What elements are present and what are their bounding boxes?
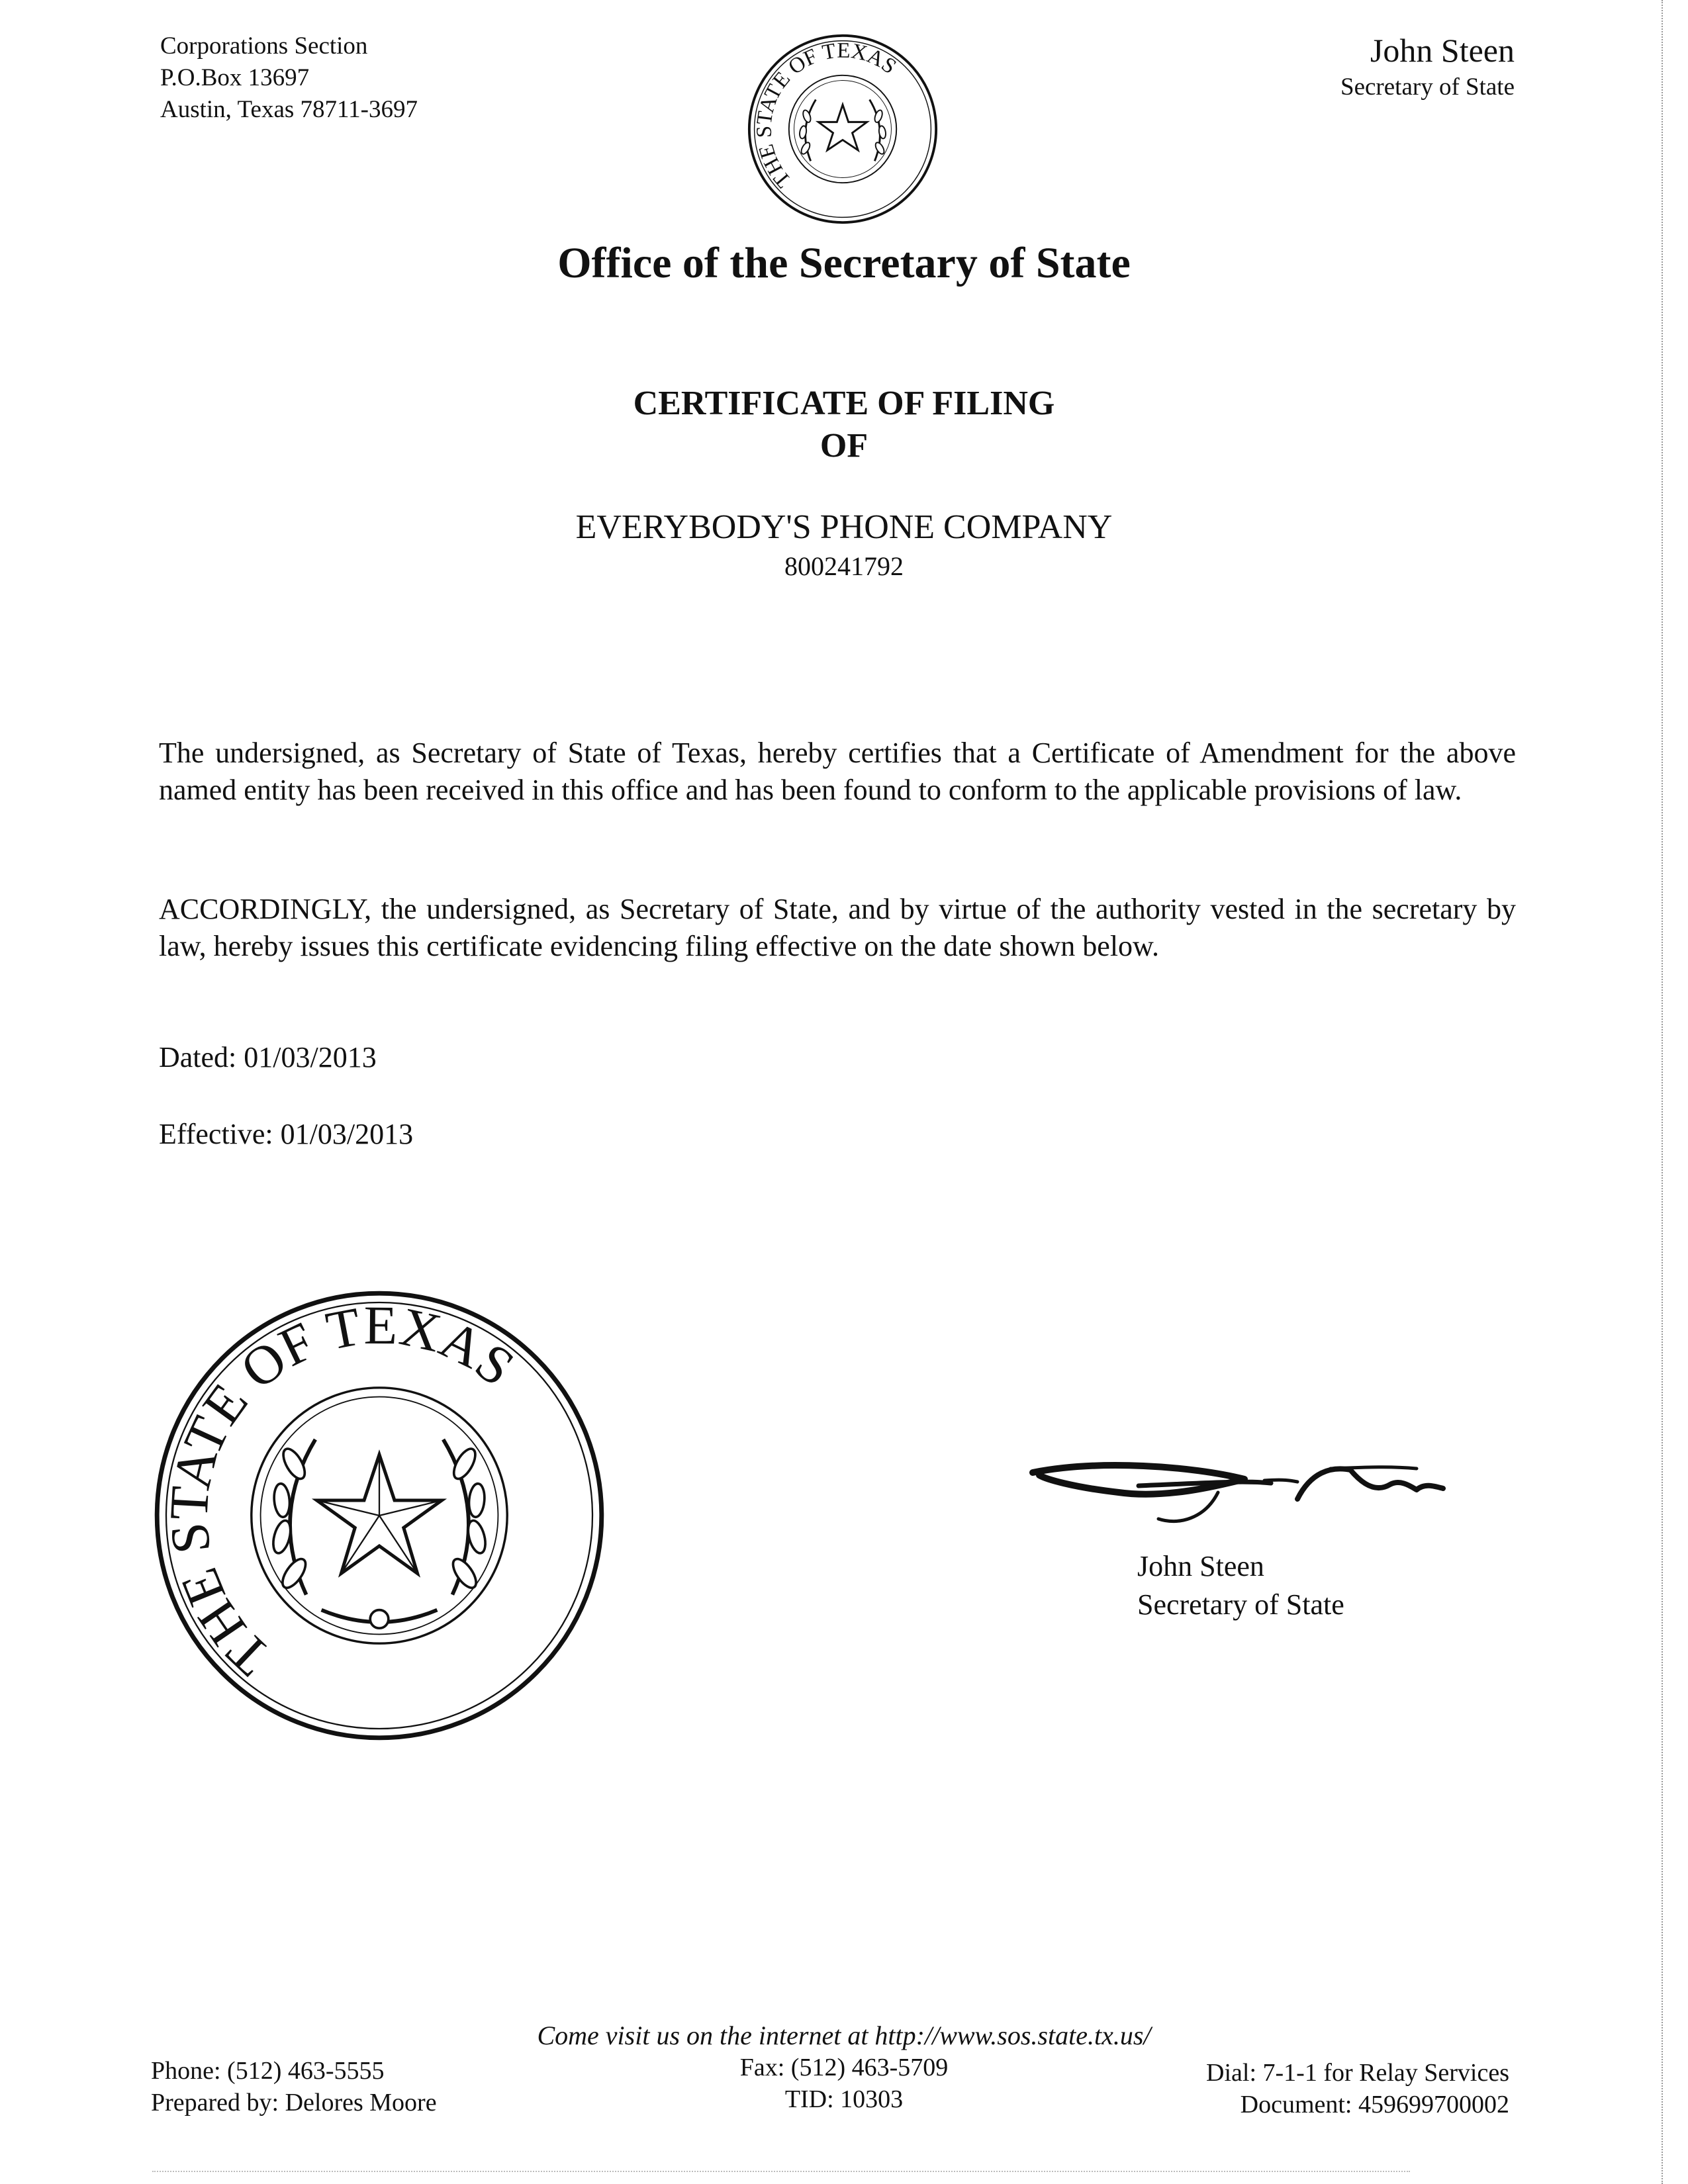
signature-icon [1019, 1446, 1483, 1539]
seal-text: THE STATE OF TEXAS [752, 38, 901, 192]
phone-number: Phone: (512) 463-5555 [151, 2057, 385, 2085]
prepared-by: Prepared by: Delores Moore [151, 2089, 437, 2116]
effective-line: Effective: 01/03/2013 [159, 1118, 414, 1150]
certificate-heading-line2: OF [820, 427, 868, 465]
footer-left [151, 2055, 437, 2118]
document-number: Document: 459699700002 [1240, 2091, 1509, 2118]
entity-block [0, 506, 1688, 584]
website-link[interactable]: Come visit us on the internet at http://www.sos.state.tx.us/ [537, 2021, 1151, 2050]
address-line: P.O.Box 13697 [160, 64, 310, 91]
certificate-heading-line1: CERTIFICATE OF FILING [633, 385, 1055, 422]
address-block [160, 30, 418, 126]
entity-name: EVERYBODY'S PHONE COMPANY [575, 508, 1113, 546]
signature-block [1137, 1547, 1344, 1624]
texas-seal-icon [747, 33, 939, 225]
accordingly-paragraph: ACCORDINGLY, the undersigned, as Secretary of State, and by virtue of the authority vested in the secretary by law, hereby issues this certificate evidencing filing effective on the date shown below. [159, 893, 1516, 962]
tid-number: TID: 10303 [784, 2085, 904, 2113]
official-title: Secretary of State [1340, 73, 1515, 101]
official-block [1340, 29, 1515, 103]
relay-services: Dial: 7-1-1 for Relay Services [1206, 2059, 1509, 2087]
footer-right [1206, 2057, 1509, 2120]
signer-name: John Steen [1137, 1550, 1264, 1582]
texas-seal-icon [151, 1287, 608, 1744]
office-title: Office of the Secretary of State [557, 239, 1131, 287]
scan-bottom-divider [152, 2171, 1410, 2173]
entity-number: 800241792 [784, 551, 904, 581]
official-name: John Steen [1370, 32, 1515, 69]
signer-title: Secretary of State [1137, 1588, 1344, 1621]
scan-edge-divider [1662, 0, 1664, 2184]
dated-line: Dated: 01/03/2013 [159, 1041, 377, 1073]
seal-text: THE STATE OF TEXAS [158, 1294, 526, 1688]
certificate-heading [0, 383, 1688, 467]
fax-number: Fax: (512) 463-5709 [739, 2054, 949, 2081]
address-line: Austin, Texas 78711-3697 [160, 96, 418, 123]
certification-paragraph: The undersigned, as Secretary of State of Texas, hereby certifies that a Certificate of Amendment for the above named entity has been received in this office and has been found to conform to the applicable provisions of law. [159, 737, 1516, 806]
address-line: Corporations Section [160, 32, 368, 60]
